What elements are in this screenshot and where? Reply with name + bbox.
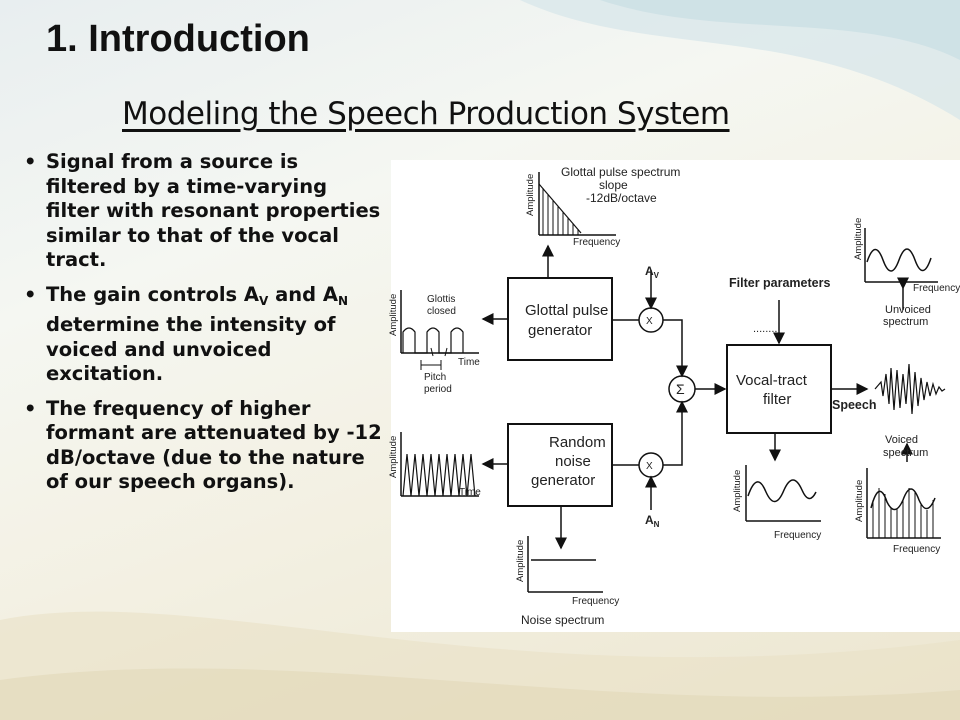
summation-symbol: Σ	[676, 381, 685, 397]
glottal-spectrum-amplitude: Amplitude	[525, 173, 536, 216]
speech-label: Speech	[832, 398, 877, 412]
slide-title: 1. Introduction	[46, 18, 310, 60]
voiced-label-1: Voiced	[885, 434, 919, 446]
unvoiced-frequency: Frequency	[913, 283, 960, 294]
bullet-item-1	[22, 150, 382, 273]
noise-time-axis: Time	[459, 487, 481, 498]
voiced-frequency: Frequency	[893, 544, 941, 555]
unvoiced-label-1: Unvoiced	[885, 304, 931, 316]
bullet-text-2-sub-v: V	[259, 293, 269, 308]
noise-spectrum-label: Noise spectrum	[521, 613, 605, 627]
glottal-gen-label-2: generator	[528, 322, 593, 339]
bullet-item-2	[22, 283, 382, 387]
vocal-tract-label-1: Vocal-tract	[736, 372, 807, 389]
voiced-spectrum-plot	[867, 468, 941, 538]
noise-gen-label-1: Random	[549, 434, 606, 451]
noise-time-amplitude: Amplitude	[388, 435, 399, 478]
glottal-spectrum-title: Glottal pulse spectrum	[561, 165, 681, 179]
glottal-time-axis: Time	[458, 357, 480, 368]
slide-subtitle: Modeling the Speech Production System	[122, 96, 730, 132]
gain-an-label	[645, 513, 660, 529]
gain-av-label	[645, 264, 660, 280]
glottal-spectrum-frequency: Frequency	[573, 237, 621, 248]
glottal-gen-label-1: Glottal pulse	[525, 302, 609, 319]
unvoiced-label-2: spectrum	[883, 316, 929, 328]
bullet-text-2-sub-n: N	[337, 293, 349, 308]
noise-spectrum-plot	[528, 536, 603, 592]
bullet-item-3	[22, 397, 382, 495]
multiplier-unvoiced-symbol: X	[646, 461, 653, 472]
gain-an-letter: A	[645, 513, 654, 527]
speech-waveform	[875, 364, 945, 414]
filter-response-frequency: Frequency	[774, 530, 822, 541]
vocal-tract-filter-box	[727, 345, 831, 433]
gain-av-sub: V	[653, 271, 660, 280]
noise-gen-label-2: noise	[555, 453, 591, 470]
voiced-label-2: spectrum	[883, 447, 929, 459]
noise-gen-label-3: generator	[531, 472, 596, 489]
noise-spectrum-frequency: Frequency	[572, 596, 620, 607]
unvoiced-amplitude: Amplitude	[853, 217, 864, 260]
gain-av-letter: A	[645, 264, 654, 278]
glottal-time-amplitude: Amplitude	[388, 293, 399, 336]
glottal-spectrum-slope: slope	[599, 178, 628, 192]
pitch-label-1: Pitch	[424, 372, 447, 383]
bullet-text-2-post: determine the intensity of voiced and unvoiced excitation.	[46, 313, 336, 385]
unvoiced-spectrum-plot	[865, 228, 938, 282]
bullet-text-1: Signal from a source is filtered by a time-varying filter with resonant properties similar to that of the vocal tract.	[46, 150, 381, 271]
speech-production-diagram	[388, 160, 960, 632]
glottal-spectrum-rate: -12dB/octave	[586, 191, 657, 205]
glottis-label-2: closed	[427, 306, 456, 317]
filter-response-plot	[746, 465, 821, 521]
multiplier-voiced-symbol: X	[646, 316, 653, 327]
vocal-tract-label-2: filter	[763, 391, 792, 408]
filter-params-dots: .........	[753, 323, 781, 335]
pitch-label-2: period	[424, 384, 452, 395]
gain-an-sub: N	[653, 520, 660, 529]
filter-response-amplitude: Amplitude	[732, 469, 743, 512]
filter-params-label: Filter parameters	[729, 276, 831, 290]
glottal-pulse-generator-box	[508, 278, 612, 360]
voiced-amplitude: Amplitude	[854, 479, 865, 522]
noise-spectrum-amplitude: Amplitude	[515, 539, 526, 582]
bullet-text-2-mid: and A	[268, 282, 338, 306]
glottis-label-1: Glottis	[427, 294, 456, 305]
bullet-text-3: The frequency of higher formant are attenuated by -12 dB/octave (due to the nature of our speech organs).	[46, 396, 382, 493]
bullet-list	[22, 150, 382, 505]
bullet-text-2-pre: The gain controls A	[46, 282, 260, 306]
